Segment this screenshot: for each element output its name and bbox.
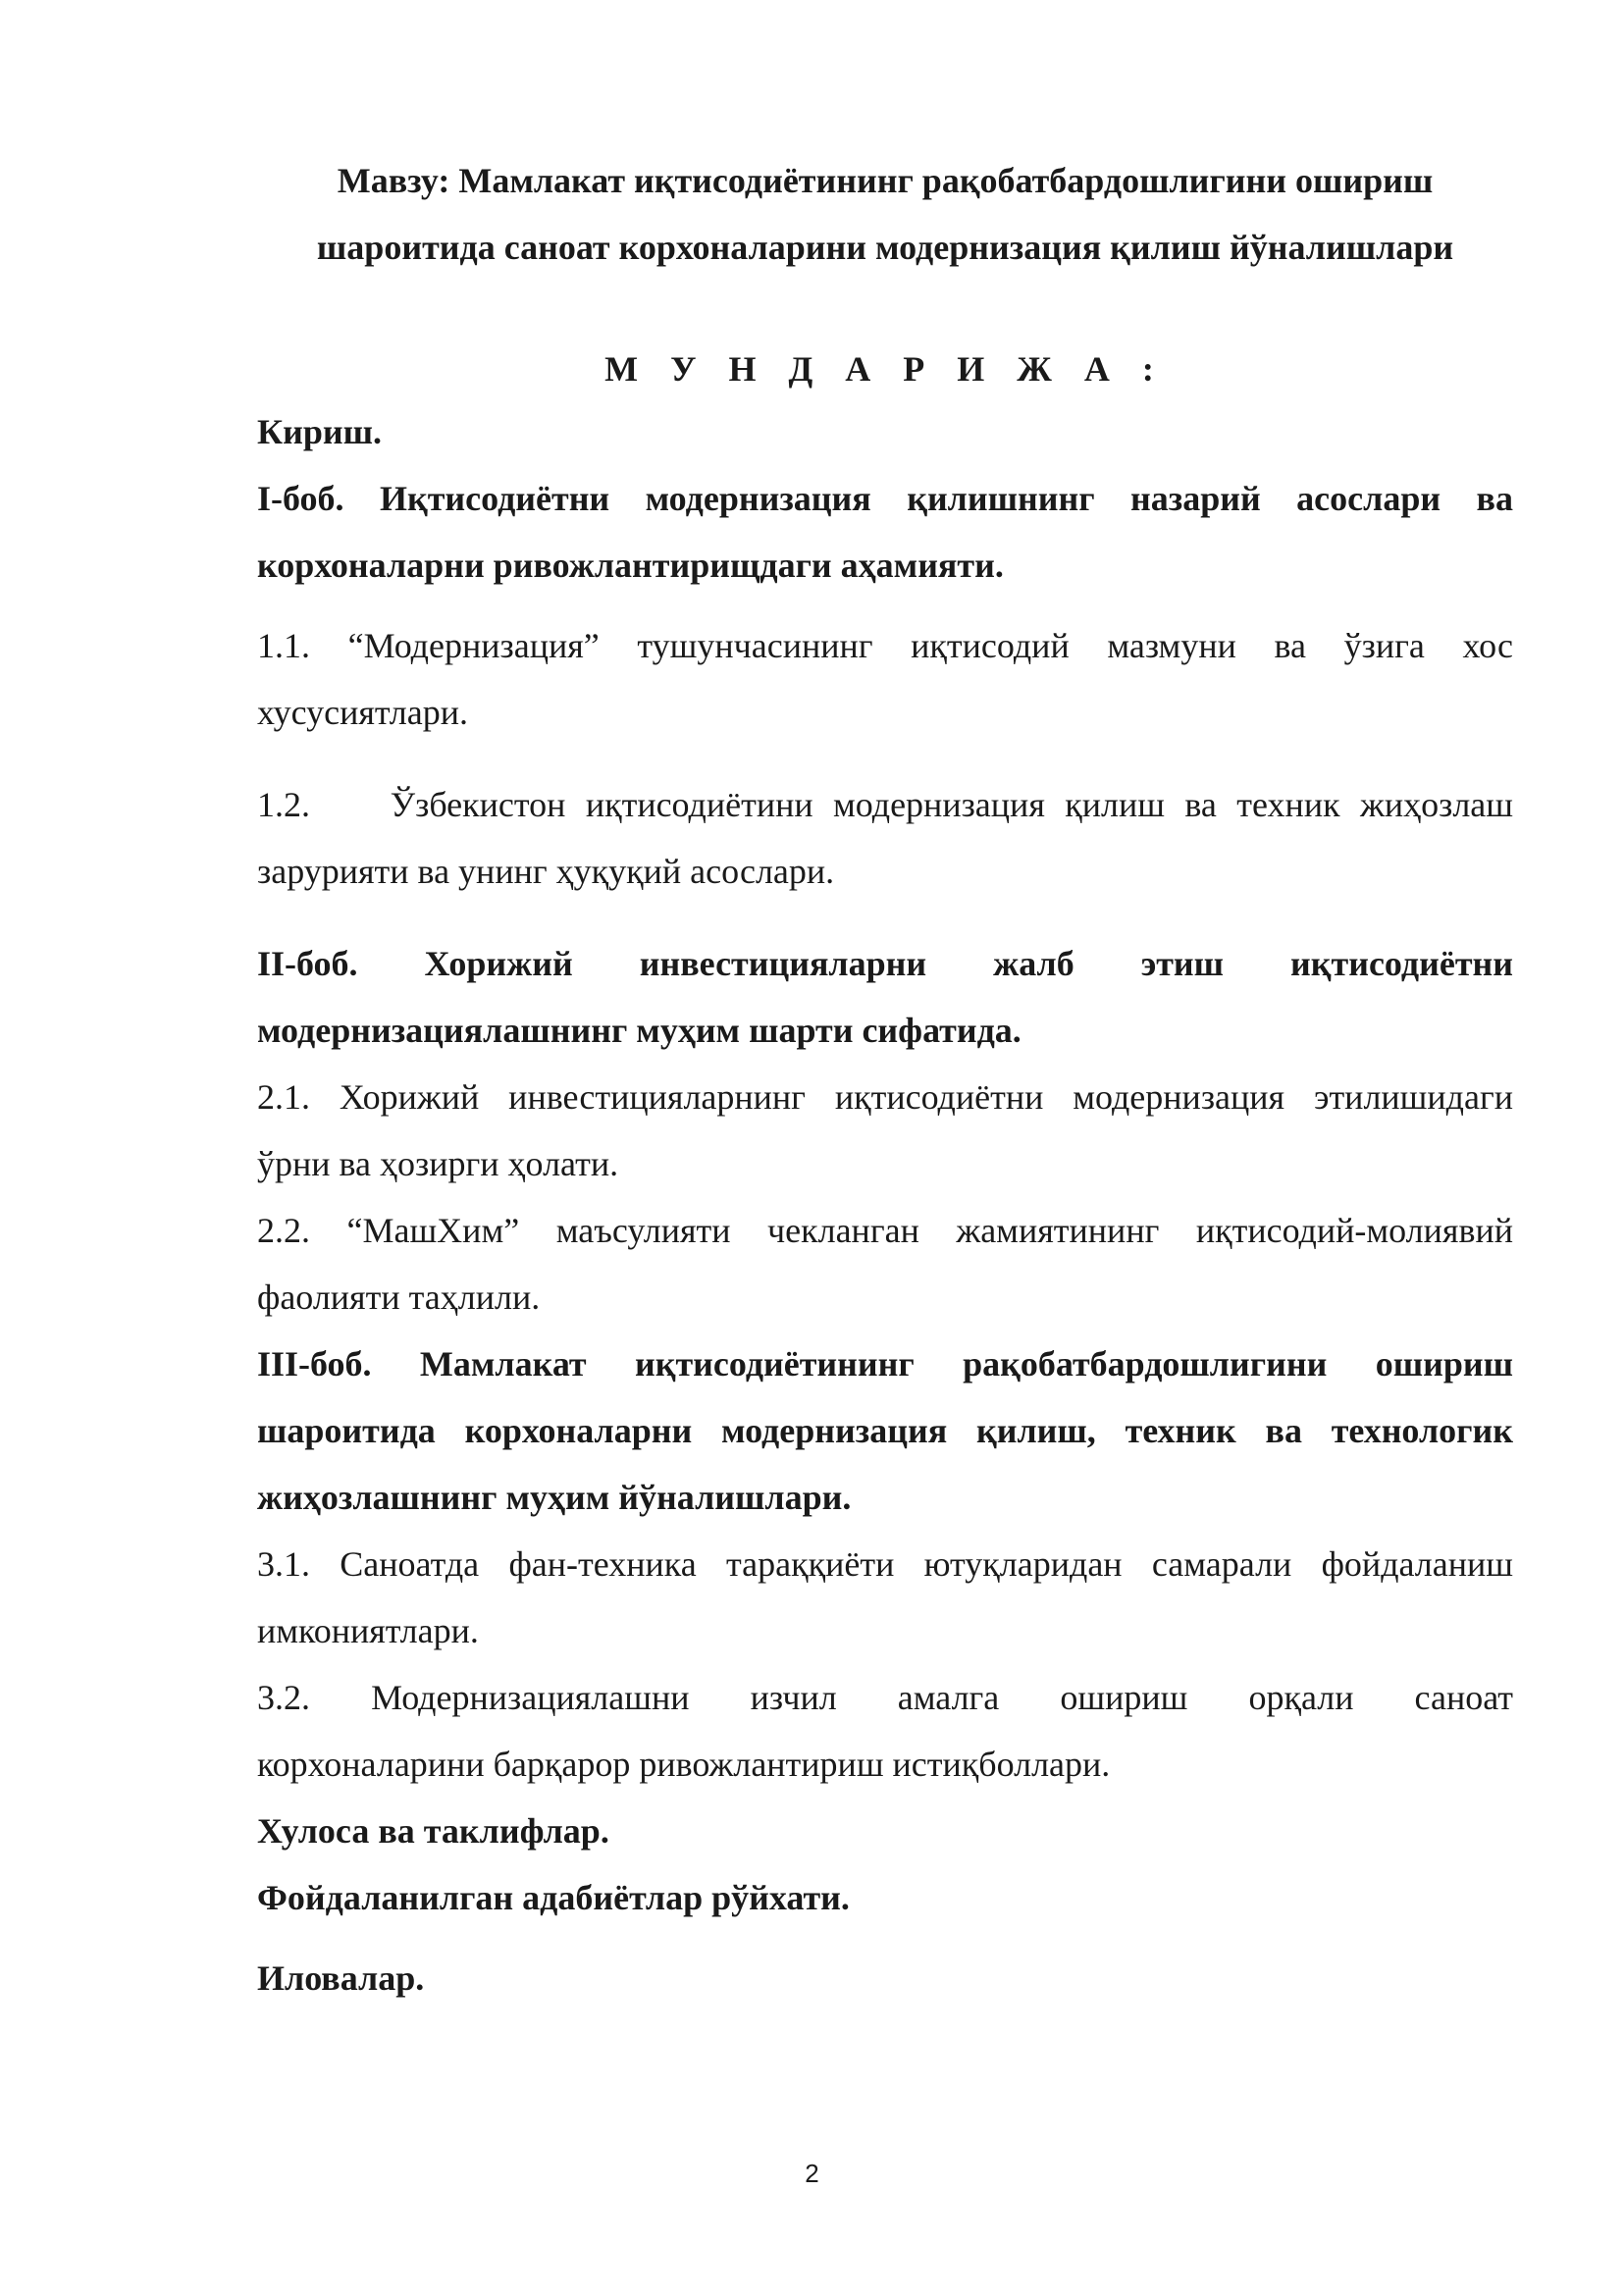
toc-entry-chapter-3-line-2: шароитида корхоналарни модернизация қилиш, техник ва технологик xyxy=(257,1411,1513,1450)
toc-entry-chapter-1-line-2: корхоналарни ривожлантирищдаги аҳамияти. xyxy=(257,546,1004,585)
page-number: 2 xyxy=(805,2159,819,2188)
toc-entry-section-3-2-line-2: корхоналарини барқарор ривожлантириш истиқболлари. xyxy=(257,1745,1111,1784)
toc-entry-section-3-1 xyxy=(257,1531,1513,1664)
toc-entry-chapter-3-line-1: III-боб. Мамлакат иқтисодиётининг рақобатбардошлигини ошириш xyxy=(257,1344,1513,1383)
toc-entry-section-3-2-line-1: 3.2. Модернизациялашни изчил амалга ошириш орқали саноат xyxy=(257,1678,1513,1717)
toc-entry-chapter-2-line-2: модернизациялашнинг муҳим шарти сифатида. xyxy=(257,1011,1022,1050)
toc-entry-section-1-2 xyxy=(257,771,1513,905)
toc-entry-section-2-2 xyxy=(257,1197,1513,1331)
toc-entry-section-1-1-line-2: хусусиятлари. xyxy=(257,693,468,732)
toc-heading: М У Н Д А Р И Ж А : xyxy=(604,349,1166,389)
toc-entry-section-3-1-line-1: 3.1. Саноатда фан-техника тараққиёти ютуқларидан самарали фойдаланиш xyxy=(257,1544,1513,1584)
toc-entry-section-2-1-line-1: 2.1. Хорижий инвестицияларнинг иқтисодиётни модернизация этилишидаги xyxy=(257,1077,1513,1117)
topic-title xyxy=(257,147,1513,281)
toc-entry-section-2-2-line-2: фаолияти таҳлили. xyxy=(257,1278,541,1317)
toc-entry-section-1-1 xyxy=(257,612,1513,746)
toc-entry-references: Фойдаланилган адабиётлар рўйхати. xyxy=(257,1878,850,1917)
page-content xyxy=(257,147,1513,2011)
toc-entry-section-2-2-line-1: 2.2. “МашХим” маъсулияти чекланган жамиятининг иқтисодий-молиявий xyxy=(257,1211,1513,1250)
toc-entry-section-1-2-line-2: зарурияти ва унинг ҳуқуқий асослари. xyxy=(257,852,835,891)
toc-entry-conclusion: Хулоса ва таклифлар. xyxy=(257,1811,609,1851)
toc-entry-chapter-1-line-1: I-боб. Иқтисодиётни модернизация қилишнинг назарий асослари ва xyxy=(257,479,1513,518)
toc-entry-section-1-1-line-1: 1.1. “Модернизация” тушунчасининг иқтисодий мазмуни ва ўзига хос xyxy=(257,626,1513,665)
toc-entry-section-3-2 xyxy=(257,1664,1513,1798)
toc-entry-chapter-3 xyxy=(257,1331,1513,1531)
toc-entry-section-2-1 xyxy=(257,1064,1513,1197)
topic-title-line-2: шароитида саноат корхоналарини модернизация қилиш йўналишлари xyxy=(316,228,1454,267)
toc-entry-section-3-1-line-2: имкониятлари. xyxy=(257,1611,479,1650)
topic-title-line-1: Мавзу: Мамлакат иқтисодиётининг рақобатбардошлигини ошириш xyxy=(337,161,1434,200)
toc-entry-chapter-1 xyxy=(257,465,1513,599)
toc-entry-appendices: Иловалар. xyxy=(257,1958,425,1998)
toc-entry-section-1-2-line-1: 1.2. Ўзбекистон иқтисодиётини модернизация қилиш ва техник жиҳозлаш xyxy=(257,785,1513,824)
toc-entry-chapter-3-line-3: жиҳозлашнинг муҳим йўналишлари. xyxy=(257,1478,852,1517)
toc-entry-chapter-2 xyxy=(257,930,1513,1064)
toc-entry-section-2-1-line-2: ўрни ва ҳозирги ҳолати. xyxy=(257,1144,619,1183)
toc-entry-introduction: Кириш. xyxy=(257,412,383,451)
toc-entry-chapter-2-line-1: II-боб. Хорижий инвестицияларни жалб этиш иқтисодиётни xyxy=(257,944,1513,983)
